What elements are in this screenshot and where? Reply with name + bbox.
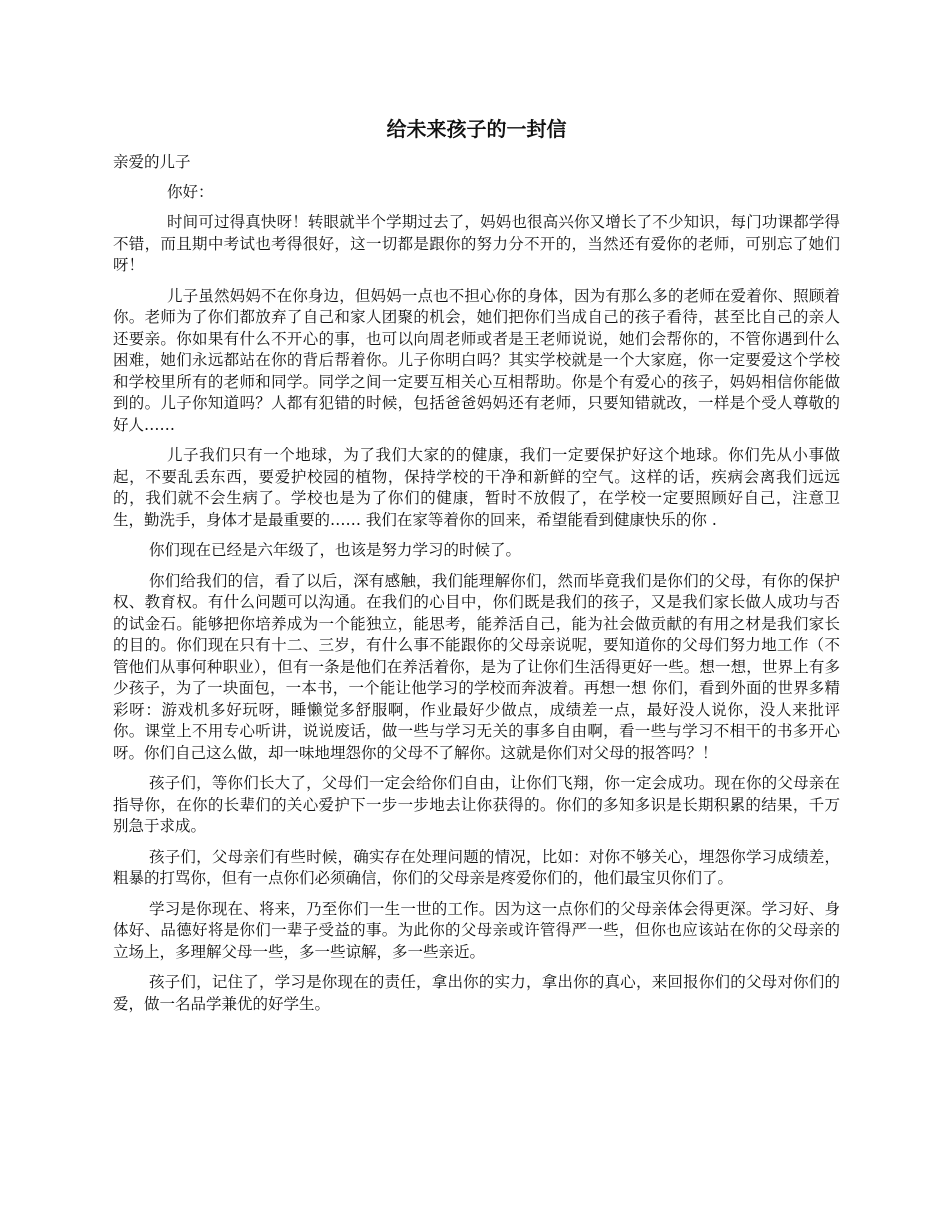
paragraph: 儿子虽然妈妈不在你身边，但妈妈一点也不担心你的身体，因为有那么多的老师在爱着你、照顾着你。老师为了你们都放弃了自己和家人团聚的机会，她们把你们当成自己的孩子看待，甚至比自己的亲人还要亲。你如果有什么不开心的事，也可以向周老师或者是王老师说说，她们会帮你的，不管你遇到什么困难，她们永远都站在你的背后帮着你。儿子你明白吗？其实学校就是一个大家庭，你一定要爱这个学校和学校里所有的老师和同学。同学之间一定要互相关心互相帮助。你是个有爱心的孩子，妈妈相信你能做到的。儿子你知道吗？人都有犯错的时候，包括爸爸妈妈还有老师，只要知错就改，一样是个受人尊敬的好人…… [113,286,840,434]
paragraph: 你们给我们的信，看了以后，深有感触，我们能理解你们，然而毕竟我们是你们的父母，有你的保护权、教育权。有什么问题可以沟通。在我们的心目中，你们既是我们的孩子，又是我们家长做人成功与否的试金石。能够把你培养成为一个能独立，能思考，能养活自己，能为社会做贡献的有用之材是我们家长的目的。你们现在只有十二、三岁，有什么事不能跟你的父母亲说呢，要知道你的父母们努力地工作（不管他们从事何种职业），但有一条是他们在养活着你，是为了让你们生活得更好一些。想一想，世界上有多少孩子，为了一块面包，一本书，一个能让他学习的学校而奔波着。再想一想 你们，看到外面的世界多精彩呀：游戏机多好玩呀，睡懒觉多舒服啊，作业最好少做点，成绩差一点，最好没人说你，没人来批评你。课堂上不用专心听讲，说说废话，做一些与学习无关的事多自由啊，看一些与学习不相干的书多开心呀。你们自己这么做，却一味地埋怨你的父母不了解你。这就是你们对父母的报答吗？！ [113,571,840,762]
paragraph: 时间可过得真快呀！转眼就半个学期过去了，妈妈也很高兴你又增长了不少知识，每门功课都学得不错，而且期中考试也考得很好，这一切都是跟你的努力分不开的，当然还有爱你的老师，可别忘了她们呀！ [113,213,840,274]
salutation: 亲爱的儿子 [113,153,191,171]
paragraph: 你们现在已经是六年级了，也该是努力学习的时候了。 [149,541,522,559]
document-title: 给未来孩子的一封信 [386,117,567,141]
paragraph: 儿子我们只有一个地球，为了我们大家的的健康，我们一定要保护好这个地球。你们先从小事做起，不要乱丢东西，要爱护校园的植物，保持学校的干净和新鲜的空气。这样的话，疾病会离我们远远的，我们就不会生病了。学校也是为了你们的健康，暂时不放假了，在学校一定要照顾好自己，注意卫生，勤洗手，身体才是最重要的…… 我们在家等着你的回来，希望能看到健康快乐的你 . [113,446,840,529]
paragraph: 孩子们，记住了，学习是你现在的责任，拿出你的实力，拿出你的真心，来回报你们的父母对你们的爱，做一名品学兼优的好学生。 [113,973,840,1013]
paragraph: 学习是你现在、将来，乃至你们一生一世的工作。因为这一点你们的父母亲体会得更深。学习好、身体好、品德好将是你们一辈子受益的事。为此你的父母亲或许管得严一些，但你也应该站在你的父母亲的立场上，多理解父母一些，多一些谅解，多一些亲近。 [113,899,840,961]
paragraph: 孩子们，父母亲们有些时候，确实存在处理问题的情况，比如：对你不够关心，埋怨你学习成绩差，粗暴的打骂你，但有一点你们必须确信，你们的父母亲是疼爱你们的，他们最宝贝你们了。 [113,847,840,887]
greeting: 你好： [167,182,214,201]
letter-page [113,115,840,1024]
paragraph: 孩子们，等你们长大了，父母们一定会给你们自由，让你们飞翔，你一定会成功。现在你的父母亲在指导你，在你的长辈们的关心爱护下一步一步地去让你获得的。你们的多知多识是长期积累的结果，千万别急于求成。 [113,774,840,835]
